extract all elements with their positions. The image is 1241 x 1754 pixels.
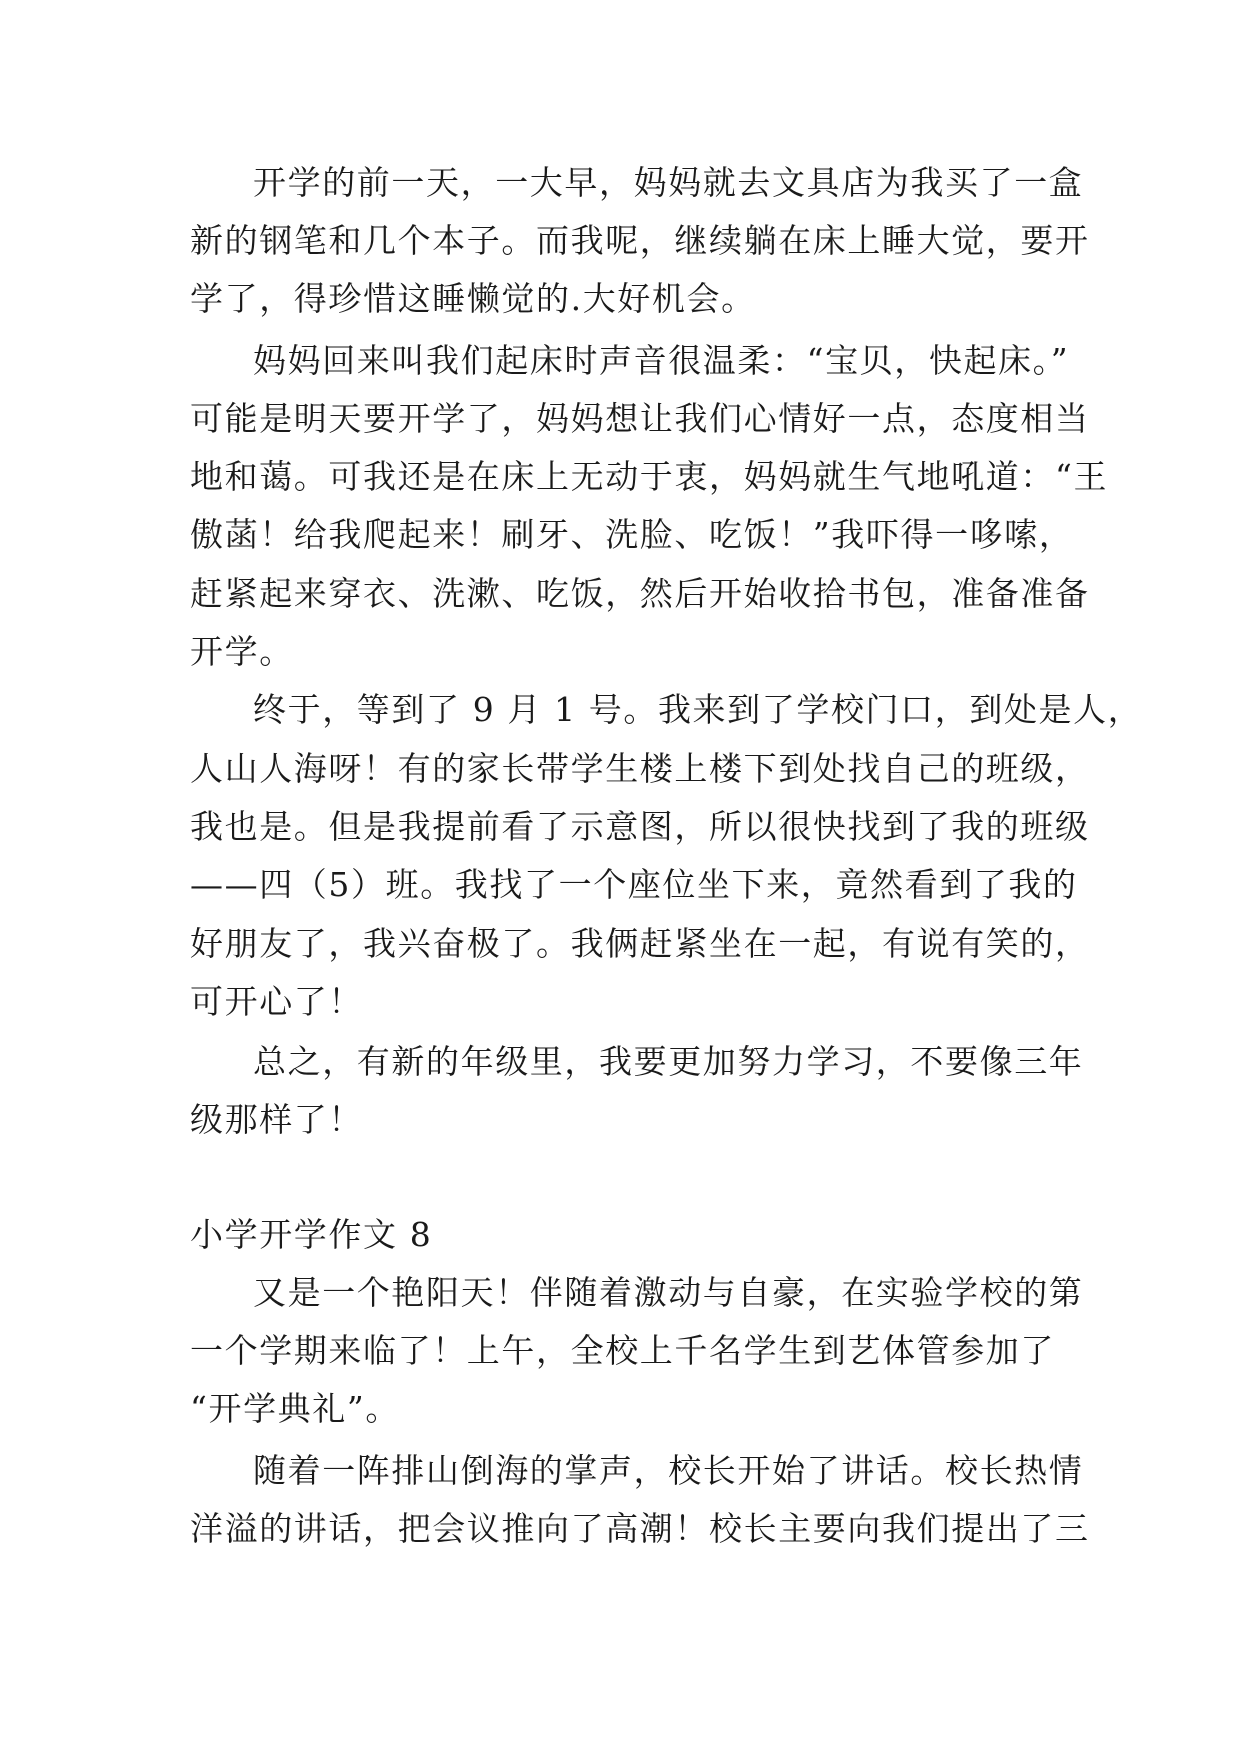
- paragraph-5-line-2: 一个学期来临了！上午，全校上千名学生到艺体管参加了: [190, 1331, 1055, 1370]
- paragraph-3-line-3: 我也是。但是我提前看了示意图，所以很快找到了我的班级: [190, 807, 1090, 846]
- paragraph-1-line-3: 学了，得珍惜这睡懒觉的.大好机会。: [190, 279, 756, 318]
- paragraph-2-line-6: 开学。: [190, 632, 294, 671]
- paragraph-1-line-2: 新的钢笔和几个本子。而我呢，继续躺在床上睡大觉，要开: [190, 221, 1090, 260]
- paragraph-3-line-6: 可开心了！: [190, 982, 363, 1021]
- paragraph-2-line-3: 地和蔼。可我还是在床上无动于衷，妈妈就生气地吼道：“王: [190, 457, 1109, 496]
- paragraph-5-line-1: 又是一个艳阳天！伴随着激动与自豪，在实验学校的第: [253, 1273, 1084, 1312]
- section-heading: 小学开学作文 8: [190, 1215, 433, 1254]
- paragraph-3-line-4: ——四（5）班。我找了一个座位坐下来，竟然看到了我的: [190, 865, 1078, 904]
- paragraph-2-line-5: 赶紧起来穿衣、洗漱、吃饭，然后开始收拾书包，准备准备: [190, 574, 1090, 613]
- paragraph-2-line-4: 傲菡！给我爬起来！刷牙、洗脸、吃饭！”我吓得一哆嗦，: [190, 515, 1074, 554]
- paragraph-4-line-2: 级那样了！: [190, 1100, 363, 1139]
- paragraph-2-line-1: 妈妈回来叫我们起床时声音很温柔：“宝贝，快起床。”: [253, 341, 1070, 380]
- paragraph-5-line-3: “开学典礼”。: [190, 1389, 400, 1428]
- paragraph-3-line-2: 人山人海呀！有的家长带学生楼上楼下到处找自己的班级，: [190, 749, 1090, 788]
- paragraph-4-line-1: 总之，有新的年级里，我要更加努力学习，不要像三年: [253, 1042, 1084, 1081]
- paragraph-6-line-2: 洋溢的讲话，把会议推向了高潮！校长主要向我们提出了三: [190, 1509, 1090, 1548]
- paragraph-1-line-1: 开学的前一天，一大早，妈妈就去文具店为我买了一盒: [253, 163, 1084, 202]
- paragraph-2-line-2: 可能是明天要开学了，妈妈想让我们心情好一点，态度相当: [190, 399, 1090, 438]
- paragraph-3-line-1: 终于，等到了 9 月 1 号。我来到了学校门口，到处是人，: [253, 690, 1143, 729]
- paragraph-3-line-5: 好朋友了，我兴奋极了。我俩赶紧坐在一起，有说有笑的，: [190, 924, 1090, 963]
- paragraph-6-line-1: 随着一阵排山倒海的掌声，校长开始了讲话。校长热情: [253, 1451, 1084, 1490]
